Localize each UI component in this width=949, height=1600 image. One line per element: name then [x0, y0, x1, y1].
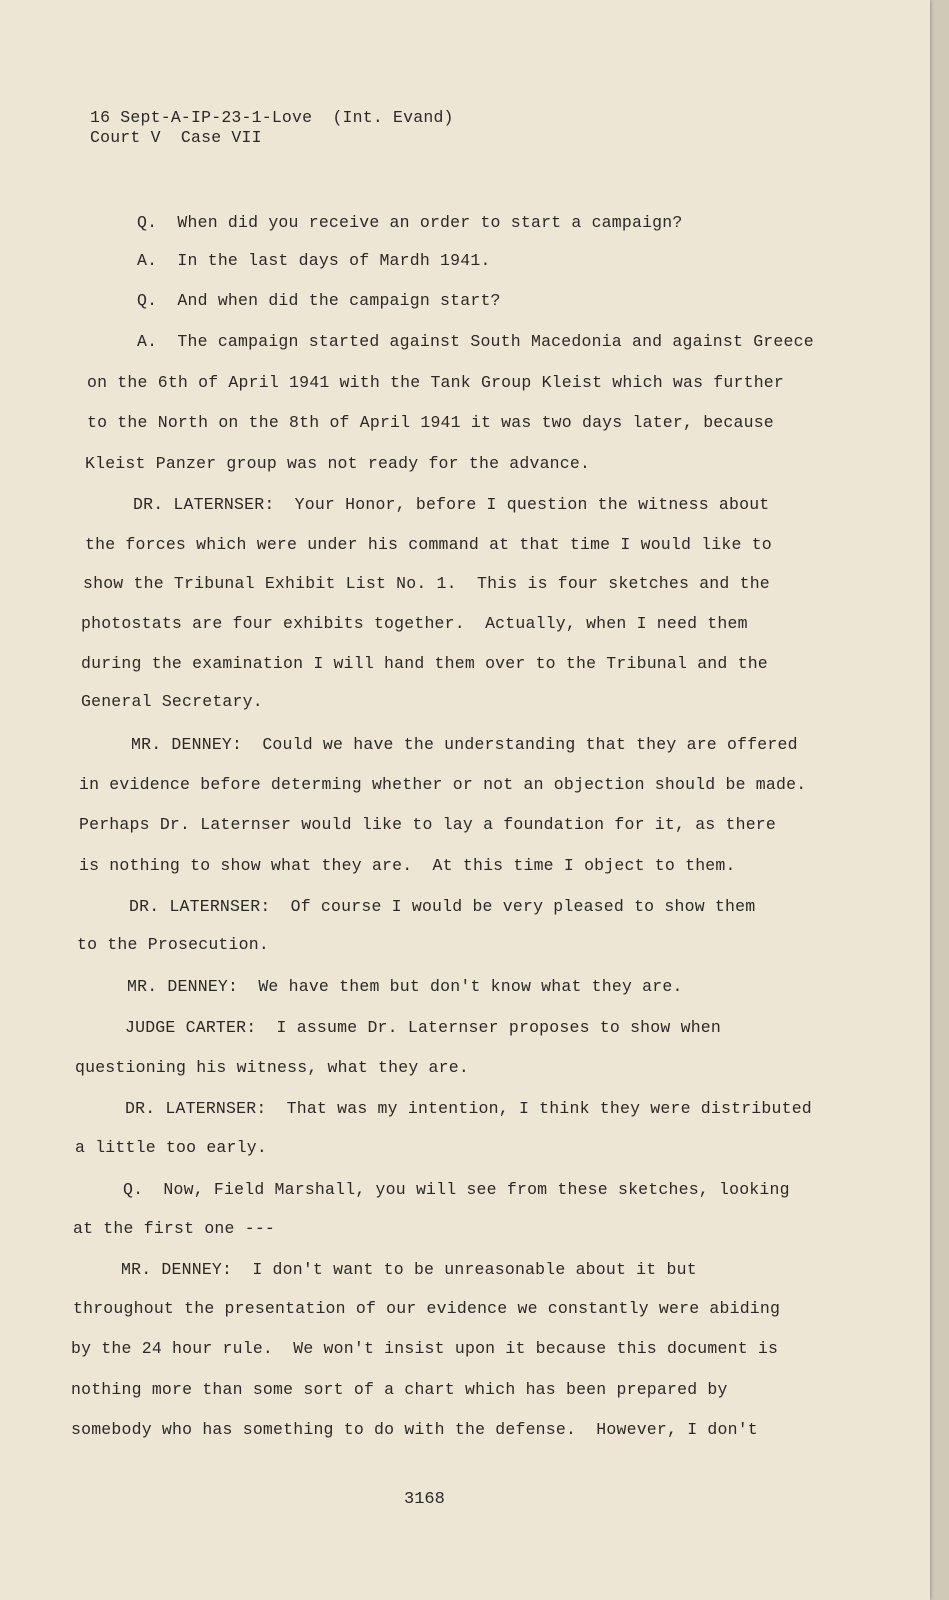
header-line-2: Court V Case VII [90, 128, 262, 147]
text-line: to the North on the 8th of April 1941 it was two days later, because [87, 413, 774, 432]
text-line: MR. DENNEY: We have them but don't know what they are. [127, 977, 683, 996]
text-line: in evidence before determing whether or not an objection should be made. [79, 775, 807, 794]
text-line: nothing more than some sort of a chart which has been prepared by [71, 1380, 728, 1399]
text-line: A. In the last days of Mardh 1941. [137, 251, 491, 270]
text-line: A. The campaign started against South Macedonia and against Greece [137, 332, 814, 351]
text-line: to the Prosecution. [77, 935, 269, 954]
text-line: somebody who has something to do with the defense. However, I don't [71, 1420, 758, 1439]
text-line: Q. And when did the campaign start? [137, 291, 501, 310]
text-line: DR. LATERNSER: Your Honor, before I question the witness about [133, 495, 770, 514]
text-line: the forces which were under his command at that time I would like to [85, 535, 772, 554]
text-line: on the 6th of April 1941 with the Tank Group Kleist which was further [87, 373, 785, 392]
text-line: photostats are four exhibits together. Actually, when I need them [81, 614, 748, 633]
text-line: at the first one --- [73, 1219, 276, 1238]
text-line: MR. DENNEY: I don't want to be unreasonable about it but [121, 1260, 697, 1279]
text-line: by the 24 hour rule. We won't insist upon it because this document is [71, 1339, 779, 1358]
text-line: DR. LATERNSER: Of course I would be very pleased to show them [129, 897, 756, 916]
text-line: DR. LATERNSER: That was my intention, I think they were distributed [125, 1099, 812, 1118]
text-line: Q. When did you receive an order to start a campaign? [137, 213, 683, 232]
text-line: show the Tribunal Exhibit List No. 1. This is four sketches and the [83, 574, 770, 593]
text-line: Q. Now, Field Marshall, you will see from these sketches, looking [123, 1180, 790, 1199]
text-line: is nothing to show what they are. At this time I object to them. [79, 856, 736, 875]
page-number: 3168 [404, 1490, 445, 1509]
text-line: MR. DENNEY: Could we have the understanding that they are offered [131, 735, 798, 754]
text-line: during the examination I will hand them over to the Tribunal and the [81, 654, 768, 673]
text-line: a little too early. [75, 1138, 267, 1157]
text-line: JUDGE CARTER: I assume Dr. Laternser proposes to show when [125, 1018, 721, 1037]
text-line: Kleist Panzer group was not ready for the advance. [85, 454, 591, 473]
text-line: General Secretary. [81, 692, 263, 711]
header-line-1: 16 Sept-A-IP-23-1-Love (Int. Evand) [90, 108, 454, 127]
text-line: Perhaps Dr. Laternser would like to lay a foundation for it, as there [79, 815, 777, 834]
text-line: throughout the presentation of our evidence we constantly were abiding [73, 1299, 781, 1318]
text-line: questioning his witness, what they are. [75, 1058, 469, 1077]
